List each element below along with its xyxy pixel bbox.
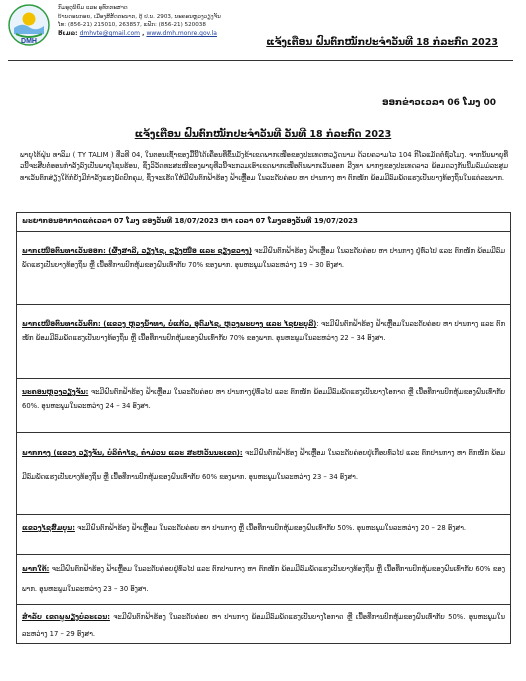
contact-separator: , (140, 29, 147, 37)
region-section (17, 433, 510, 515)
org-name: ກົມອຸຕຸນິຍົມ ແລະ ອຸທົກກະສາດ (58, 5, 128, 11)
region-text: ຈະມີຝົນຕົກຟ້າຮ້ອງ ຟ້າເຫຼື້ອມ ໃນລະດັບຄ່ອຍ ຫາ ປານກາງ ຢູ່ທົ່ວໄປ ແລະ ຕົກໜັກ ພ້ອມມີລົມພັດແຮງເປັນບາງທ້ອງຖິ່ນ ຫຼື ເນື້ອທີ່ການປົກຫຸ້ມຂອງຝົນເທົ່າກັບ 70% ຂອງພາກ. ອຸນຫະພູມໃນລະຫວ່າງ 19 – 30 ອົງສາ. (22, 247, 505, 269)
region-text: ຈະມີຝົນຕົກຟ້າຮ້ອງ ຟ້າເຫຼື້ອມ ໃນລະດັບຄ່ອຍ ຫາ ປານກາງ ຫຼື ເນື້ອທີ່ການປົກຫຸ້ມຂອງຝົນເທົ່າກັບ 50%. ອຸນຫະພູມໃນລະຫວ່າງ 20 – 28 ອົງສາ. (74, 524, 467, 532)
region-section (17, 305, 510, 379)
region-section (17, 555, 510, 605)
region-text: ຈະມີຝົນຕົກຟ້າຮ້ອງ ຟ້າເຫຼື້ອມ ໃນລະດັບຄ່ອຍ ຫາ ປານກາງຢູ່ທົ່ວໄປ ແລະ ຕົກໜັກ ພ້ອມມີລົມພັດແຮງເປັນບາງໂອກາດ ຫຼື ເນື້ອທີ່ການປົກຫຸ້ມຂອງຝົນເທົ່າກັບ 60%. ອຸນຫະພູມໃນລະຫວ່າງ 24 – 34 ອົງສາ. (22, 388, 505, 410)
region-heading: ພາກເໜືອຕົນທາເວັນຕົກ: (ແຂວງ ຫຼວງນ້ຳທາ, ບໍ່ແກ້ວ, ອຸດົມໄຊ, ຫຼວງພະບາງ ແລະ ໄຊຍະບູລີ) (22, 320, 317, 328)
document-heading: ແຈ້ງເຕືອນ ຝົນຕົກໜັກປະຈຳວັນທີ 18 ກໍລະກົດ 2023 (266, 37, 498, 48)
region-heading: ພາກເໜືອຕົນທາເວັນອອກ: (ຜົ້ງສາລີ, ວຽງໄຊ, ຊຽງໜື່ອ ແລະ ຊຽງຂວາງ) (22, 247, 252, 255)
region-heading: ແຂວງໄຊສົມບູນ: (22, 524, 75, 532)
region-text: ຈະມີຝົນຕົກຟ້າຮ້ອງ ຟ້າເຫຼື້ອມ ໃນລະດັບຄ່ອຍຢູ່ເກືອບທົ່ວໄປ ແລະ ຕົກປານກາງ ຫາ ຕົກໜັກ ພ້ອມມີລົມພັດແຮງເປັນບາງທ້ອງຖິ່ນ ຫຼື ເນື້ອທີ່ການປົກຫຸ້ມຂອງຝົນເທົ່າກັບ 60% ຂອງພາກ. ອຸນຫະພູມໃນລະຫວ່າງ 23 – 34 ອົງສາ. (22, 449, 506, 481)
forecast-period-row (17, 213, 510, 232)
region-text: ຈະມີຝົນຕົກຟ້າຮ້ອງ ໃນລະດັບຄ່ອຍ ຫາ ປານກາງ ພ້ອມມີລົມພັດແຮງເປັນບາງໂອກາດ ຫຼື ເນື້ອທີ່ການປົກຫຸ້ມຂອງຝົນເທົ່າກັບ 50%. ອຸນຫະພູມໃນລະຫວ່າງ 17 – 29 ອົງສາ. (22, 613, 506, 638)
email-link[interactable]: dmhvte@gmail.com (79, 29, 140, 37)
region-section (17, 515, 510, 555)
region-heading: ພາກກາງ (ແຂວງ ວຽງຈັນ, ບໍລິຄຳໄຊ, ຄຳມ່ວນ ແລະ ສະຫວັນນະເຂດ): (22, 449, 243, 457)
region-section (17, 379, 510, 433)
website-link[interactable]: www.dmh.monre.gov.la (146, 29, 217, 37)
email-label: ອີເມລ: (58, 29, 78, 37)
org-phone: ໂທ: (856-21) 215010, 263857, ແຟັກ: (856-21) 520038 (58, 22, 206, 29)
header-divider (8, 60, 513, 61)
org-address: ບ້ານດອນກອຍ, ເມືອງສີສັດຕະນາກ, ຕູ້ ປ.ນ. 2903, ນະຄອນຫຼວງວຽງຈັນ (58, 13, 221, 20)
logo-text: DMH (21, 38, 37, 45)
region-section (17, 232, 510, 305)
region-section (17, 605, 510, 645)
forecast-table (16, 212, 511, 644)
forecast-period: ພະຍາກອນອາກາດແຕ່ເວລາ 07 ໂມງ ຂອງວັນທີ 18/07/2023 ຫາ ເວລາ 07 ໂມງຂອງວັນທີ 19/07/2023 (22, 217, 358, 225)
intro-paragraph: ພາຍຸໄຕ້ຝຸ່ນ ທາລິມ ( TY TALIM ) ທີ່ວທີ 04, ໃນຕອນເຊົ້າຂອງມື້ນີ້ໄດ້ເຄື່ອນທີ່ຂຶ້ນມັງຂ້າເຂດພາກເໜືອຂອງປະເທດຫວຽດນາມ ດ້ວຍຄວາມໄວ 104 ກິໂລແມັດຕໍ່ຊົ່ວໂມງ. ຈາກນັ້ນພາຍຸທີ່ວນີ້ຈະສືບຕໍ່ອອນກຳລັງລົງເປັນພາຍຸໂຊນຮ້ອນ, ຊຶ່ງວິວັດທະສະໜີຂອງພາຍຸທີ່ວນີ້ຈະກວມເອົາເຂດພາກເໜືອຕົນພາກເວັນອອກ ລີງທາ ພາກໆຂອງປະເທດລາວ ພ້ອມດວງກັນນີ້ມລົມມໍລະສູມທາເວັນຕົກສ່ຽງໃຕ້ກໍຍັງມີກຳລັງແຮງພັດປົກຄຸມ, ຊຶ່ງຈະເຮັດໃຫ້ມີຝົນຕົກຟ້າຮ້ອງ ຟ້າເຫຼື້ອມ ໃນລະດັບຄ່ອຍ ຫາ ປານກາງ ຫາ ຕົກໜັກ ພ້ອມມີລົມພັດແຮງເປັນບາງທ້ອງຖິ່ນໃນແຕ່ລະພາກ. (20, 151, 508, 182)
page-title: ແຈ້ງເຕືອນ ຝົນຕົກໜັກປະຈຳວັນທີ ວັນທີ 18 ກໍລະກົດ 2023 (134, 129, 392, 140)
region-heading: ນະຄອນຫຼວງວຽງຈັນ: (22, 388, 89, 396)
organization-block (58, 4, 308, 38)
region-text: : ຈະມີຝົນຕົກຟ້າຮ້ອງ ຟ້າເຫຼື້ອມໃນລະດັບຄ່ອຍ ຫາ ປານກາງ ແລະ ຕົກໜັກ ພ້ອມມີລົມພັດແຮງເປັນບາງທ້ອງຖິ່ນ ຫຼື ເນື້ອທີ່ການປົກຫຸ້ມຂອງຝົນເທົ່າກັບ 70% ຂອງພາກ. ອຸນຫະພູມໃນລະຫວ່າງ 22 – 34 ອົງສາ. (22, 320, 505, 342)
region-text: ຈະມີຝົນຕົກຟ້າຮ້ອງ ຟ້າເຫຼື້ອມ ໃນລະດັບຄ່ອຍຢູ່ທົ່ວໄປ ແລະ ຕົກປານກາງ ຫາ ຕົກໜັກ ພ້ອມມີລົມພັດແຮງເປັນບາງທ້ອງຖິ່ນ ຫຼື ເນື້ອທີ່ການປົກຫຸ້ມຂອງຝົນເທົ່າກັບ 60% ຂອງພາກ. ອຸນຫະພູມໃນລະຫວ່າງ 23 – 30 ອົງສາ. (22, 565, 505, 593)
dmh-logo (8, 4, 50, 46)
issued-time: ອອກຂ່າວເວລາ 06 ໂມງ 00 (382, 98, 496, 108)
region-heading: ສຳລັບ ເຂດພູພຽງບໍລະເວນ: (22, 613, 110, 621)
region-heading: ພາກໃຕ້: (22, 565, 50, 573)
